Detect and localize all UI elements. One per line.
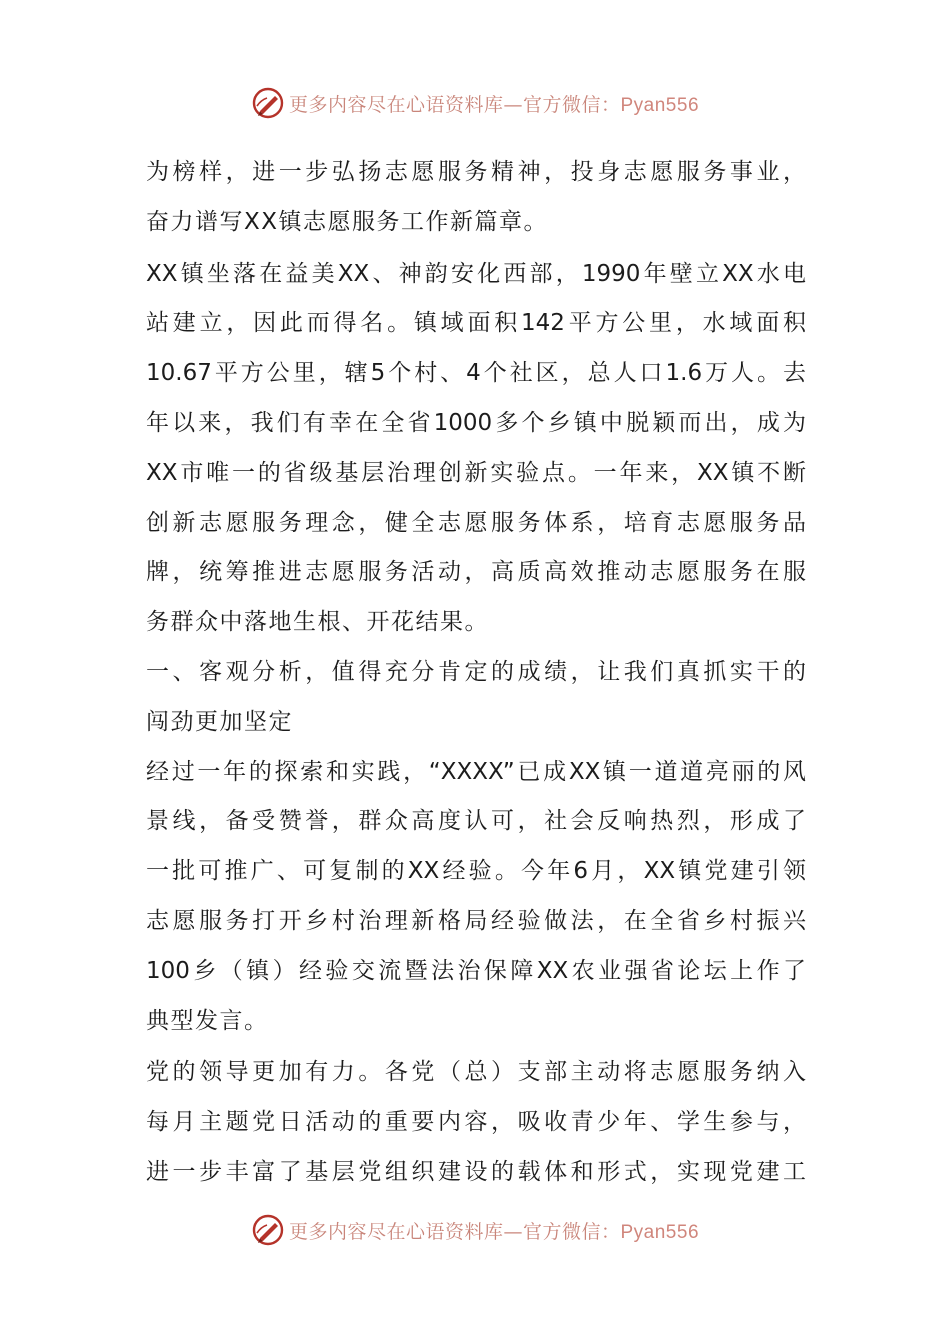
text-line: 10.67平方公里，辖5个村、4个社区，总人口1.6万人。去 (146, 360, 806, 387)
text-line: 年以来，我们有幸在全省1000多个乡镇中脱颖而出，成为 (146, 409, 806, 436)
text-line: 务群众中落地生根、开花结果。 (146, 609, 489, 636)
wechat-id: Pyan556 (620, 94, 700, 116)
text-line: 100乡（镇）经验交流暨法治保障XX农业强省论坛上作了 (146, 957, 806, 984)
text-line: 牌，统筹推进志愿服务活动，高质高效推动志愿服务在服 (146, 559, 806, 586)
text-line: 典型发言。 (146, 1007, 269, 1034)
header-watermark-banner (0, 83, 950, 123)
text-line: 奋力谱写XX镇志愿服务工作新篇章。 (146, 208, 549, 235)
watermark-text (289, 90, 699, 117)
document-body (146, 148, 806, 1198)
pen-logo-icon (251, 1213, 285, 1247)
watermark-separator: — (503, 93, 523, 116)
text-line: 闯劲更加坚定 (146, 708, 293, 735)
wechat-label: 官方微信： (522, 93, 621, 116)
text-line: XX市唯一的省级基层治理创新实验点。一年来，XX镇不断 (146, 459, 806, 486)
watermark-text (289, 1217, 699, 1244)
wechat-id: Pyan556 (620, 1221, 700, 1243)
text-line: 每月主题党日活动的重要内容，吸收青少年、学生参与， (146, 1109, 806, 1136)
text-line: 党的领导更加有力。各党（总）支部主动将志愿服务纳入 (146, 1059, 806, 1086)
text-line: 创新志愿服务理念，健全志愿服务体系，培育志愿服务品 (146, 509, 806, 536)
text-line: 一、客观分析，值得充分肯定的成绩，让我们真抓实干的 (146, 658, 806, 685)
paragraph (146, 1048, 806, 1197)
wechat-label: 官方微信： (522, 1220, 621, 1243)
paragraph (146, 748, 806, 1047)
text-line: 志愿服务打开乡村治理新格局经验做法，在全省乡村振兴 (146, 907, 806, 934)
section-heading (146, 648, 806, 748)
pen-logo-icon (251, 86, 285, 120)
watermark-separator: — (503, 1220, 523, 1243)
text-line: 进一步丰富了基层党组织建设的载体和形式，实现党建工 (146, 1158, 806, 1185)
paragraph (146, 148, 806, 248)
text-line: 一批可推广、可复制的XX经验。今年6月，XX镇党建引领 (146, 858, 806, 885)
text-line: 经过一年的探索和实践，“XXXX”已成XX镇一道道亮丽的风 (146, 758, 806, 785)
watermark-title: 更多内容尽在心语资料库 (288, 93, 504, 116)
text-line: XX镇坐落在益美XX、神韵安化西部，1990年壁立XX水电 (146, 260, 806, 287)
paragraph (146, 250, 806, 648)
text-line: 站建立，因此而得名。镇域面积142平方公里，水域面积 (146, 310, 806, 337)
text-line: 为榜样，进一步弘扬志愿服务精神，投身志愿服务事业， (146, 159, 806, 185)
watermark-title: 更多内容尽在心语资料库 (288, 1220, 504, 1243)
text-line: 景线，备受赞誉，群众高度认可，社会反响热烈，形成了 (146, 808, 806, 835)
footer-watermark-banner (0, 1210, 950, 1250)
